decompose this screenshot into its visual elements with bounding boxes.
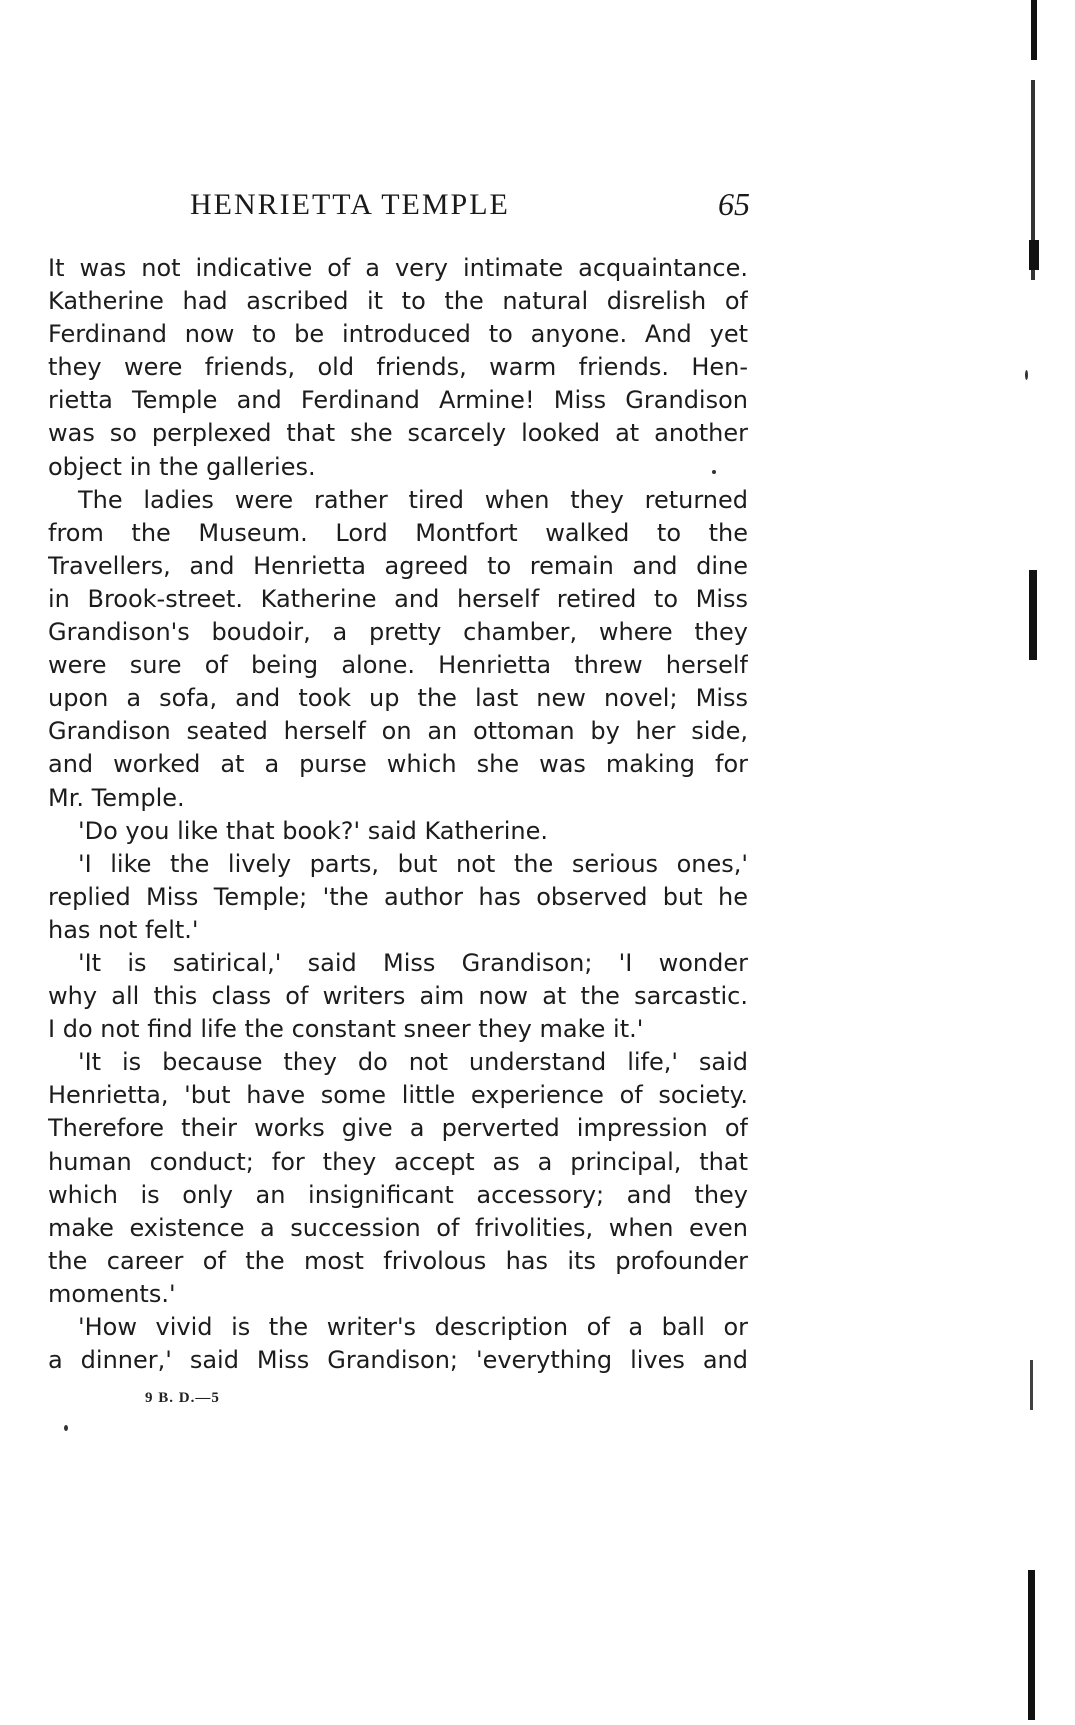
body-text xyxy=(48,252,748,1377)
text-line: Henrietta, 'but have some little experience of society. xyxy=(48,1081,748,1110)
text-line: 'It is because they do not understand life,' said xyxy=(78,1048,748,1077)
running-head xyxy=(190,188,750,228)
signature-mark: 9 B. D.—5 xyxy=(145,1390,220,1406)
text-line: 'It is satirical,' said Miss Grandison; 'I wonder xyxy=(78,948,748,977)
text-line: the career of the most frivolous has its profounder xyxy=(48,1246,748,1275)
running-title: HENRIETTA TEMPLE xyxy=(190,188,510,221)
text-line: rietta Temple and Ferdinand Armine! Miss Grandison xyxy=(48,386,748,415)
text-line: Grandison's boudoir, a pretty chamber, where they xyxy=(48,618,748,647)
text-line: Mr. Temple. xyxy=(48,783,185,812)
text-line: why all this class of writers aim now at the sarcastic. xyxy=(48,982,748,1011)
text-line: replied Miss Temple; 'the author has observed but he xyxy=(48,882,748,911)
scan-speck xyxy=(1025,370,1028,380)
text-line: 'I like the lively parts, but not the serious ones,' xyxy=(78,849,748,878)
text-line: was so perplexed that she scarcely looked at another xyxy=(48,419,748,448)
text-line: Katherine had ascribed it to the natural disrelish of xyxy=(48,287,748,316)
scan-edge-mark xyxy=(1031,0,1037,60)
scan-edge-mark xyxy=(1030,1360,1033,1410)
text-line: human conduct; for they accept as a principal, that xyxy=(48,1147,748,1176)
text-line: make existence a succession of frivolities, when even xyxy=(48,1213,748,1242)
text-line: has not felt.' xyxy=(48,915,199,944)
text-line: from the Museum. Lord Montfort walked to the xyxy=(48,518,748,547)
text-line: I do not find life the constant sneer they make it.' xyxy=(48,1015,644,1044)
page-number: 65 xyxy=(718,186,750,222)
text-line: in Brook-street. Katherine and herself retired to Miss xyxy=(48,584,748,613)
text-line: which is only an insignificant accessory; and they xyxy=(48,1180,748,1209)
text-line: Travellers, and Henrietta agreed to remain and dine xyxy=(48,551,748,580)
text-line: Therefore their works give a perverted impression of xyxy=(48,1114,748,1143)
text-line: Ferdinand now to be introduced to anyone. And yet xyxy=(48,320,748,349)
text-line: they were friends, old friends, warm friends. Hen- xyxy=(48,353,748,382)
text-line: moments.' xyxy=(48,1279,176,1308)
scan-speck xyxy=(64,1425,68,1431)
text-line: were sure of being alone. Henrietta threw herself xyxy=(48,651,748,680)
text-line: a dinner,' said Miss Grandison; 'everything lives and xyxy=(48,1346,748,1375)
scan-edge-mark xyxy=(1029,570,1037,660)
text-line: Grandison seated herself on an ottoman by her side, xyxy=(48,717,748,746)
text-line: 'Do you like that book?' said Katherine. xyxy=(78,816,549,845)
text-line: upon a sofa, and took up the last new novel; Miss xyxy=(48,684,748,713)
text-line: 'How vivid is the writer's description of a ball or xyxy=(78,1313,748,1341)
text-line: object in the galleries. xyxy=(48,452,316,481)
text-line: and worked at a purse which she was making for xyxy=(48,750,748,779)
scan-edge-mark xyxy=(1028,1570,1035,1720)
text-line: It was not indicative of a very intimate acquaintance. xyxy=(48,254,748,282)
text-line: The ladies were rather tired when they returned xyxy=(78,485,748,514)
scan-speck xyxy=(712,470,716,474)
scan-edge-mark xyxy=(1029,240,1039,270)
